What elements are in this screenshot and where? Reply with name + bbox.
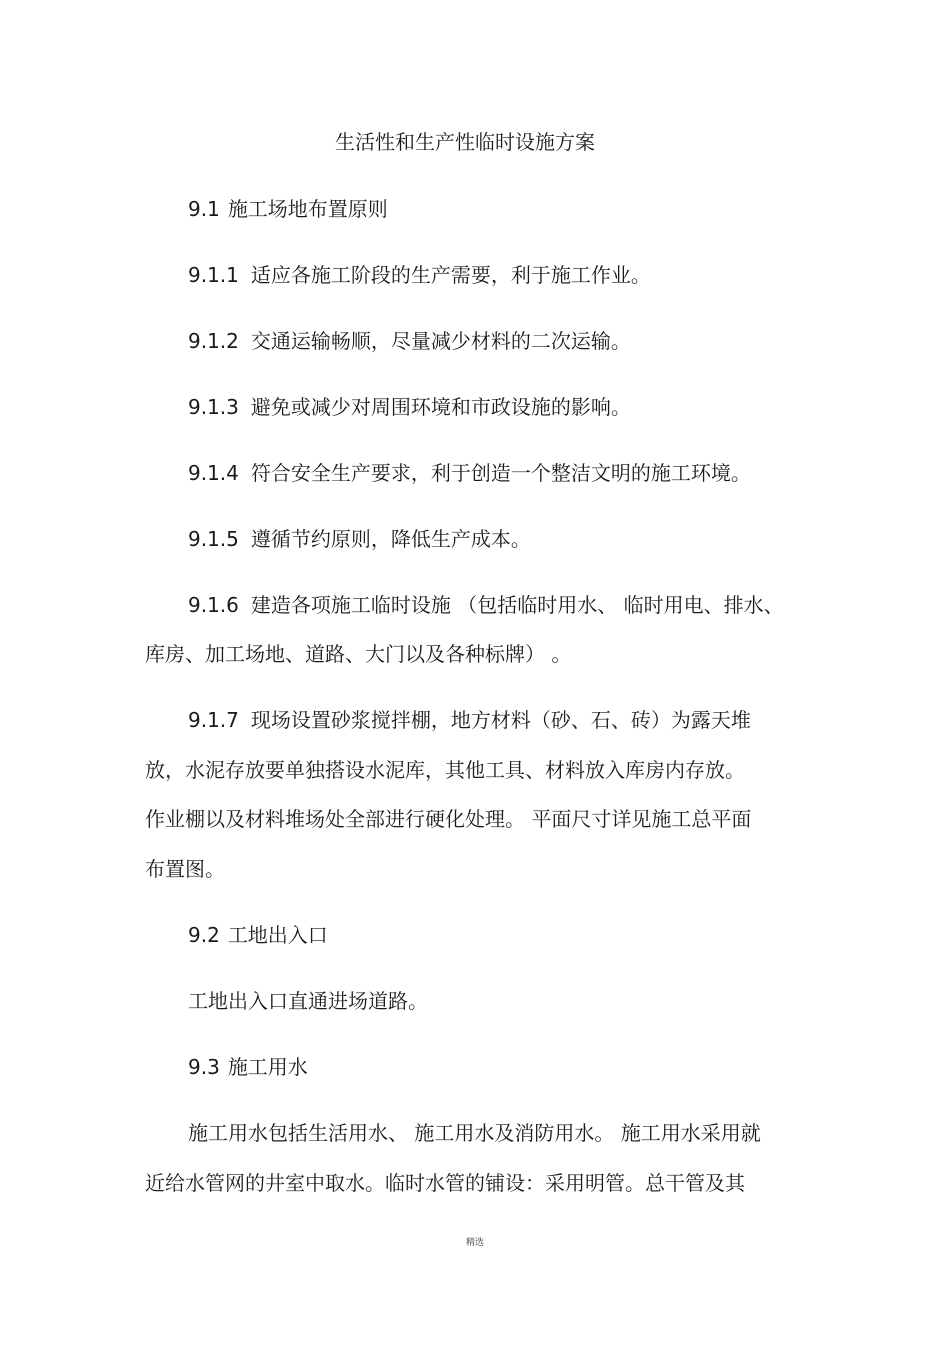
clause-number: 9.1.7 [188, 708, 239, 732]
section-9-3-body-line-1: 施工用水包括生活用水、 施工用水及消防用水。 施工用水采用就 [188, 1121, 761, 1145]
section-heading-text: 施工场地布置原则 [227, 197, 388, 221]
clause-text: 现场设置砂浆搅拌棚，地方材料（砂、石、砖）为露天堆 [250, 708, 751, 732]
section-heading-9-1 [188, 195, 388, 223]
clause-9-1-1 [188, 261, 651, 289]
clause-number: 9.1.6 [188, 593, 239, 617]
clause-text: 适应各施工阶段的生产需要，利于施工作业。 [250, 263, 651, 287]
clause-9-1-7-line-3: 作业棚以及材料堆场处全部进行硬化处理。 平面尺寸详见施工总平面 [145, 807, 752, 831]
section-number: 9.1 [188, 197, 220, 221]
clause-text: 交通运输畅顺，尽量减少材料的二次运输。 [250, 329, 631, 353]
clause-number: 9.1.3 [188, 395, 239, 419]
section-9-2-body: 工地出入口直通进场道路。 [188, 989, 428, 1013]
clause-9-1-7 [188, 706, 751, 734]
clause-9-1-3 [188, 393, 631, 421]
clause-text: 遵循节约原则，降低生产成本。 [250, 527, 531, 551]
clause-9-1-2 [188, 327, 631, 355]
clause-text: 建造各项施工临时设施 （包括临时用水、 临时用电、排水、 [250, 593, 784, 617]
clause-9-1-5 [188, 525, 531, 553]
section-heading-text: 施工用水 [227, 1055, 308, 1079]
section-heading-text: 工地出入口 [227, 923, 328, 947]
clause-text: 避免或减少对周围环境和市政设施的影响。 [250, 395, 631, 419]
clause-9-1-7-line-4: 布置图。 [145, 857, 225, 881]
clause-9-1-6 [188, 591, 784, 619]
clause-9-1-4 [188, 459, 751, 487]
clause-number: 9.1.4 [188, 461, 239, 485]
clause-number: 9.1.2 [188, 329, 239, 353]
clause-9-1-7-line-2: 放，水泥存放要单独搭设水泥库，其他工具、材料放入库房内存放。 [145, 758, 745, 782]
document-title: 生活性和生产性临时设施方案 [335, 130, 595, 154]
section-number: 9.2 [188, 923, 220, 947]
page-footer: 精选 [465, 1238, 484, 1248]
clause-9-1-6-continuation: 库房、加工场地、道路、大门以及各种标牌） 。 [145, 642, 572, 666]
section-heading-9-2 [188, 921, 328, 949]
clause-number: 9.1.1 [188, 263, 239, 287]
section-heading-9-3 [188, 1053, 308, 1081]
section-9-3-body-line-2: 近给水管网的井室中取水。临时水管的铺设：采用明管。总干管及其 [145, 1171, 745, 1195]
clause-text: 符合安全生产要求，利于创造一个整洁文明的施工环境。 [250, 461, 751, 485]
clause-number: 9.1.5 [188, 527, 239, 551]
section-number: 9.3 [188, 1055, 220, 1079]
